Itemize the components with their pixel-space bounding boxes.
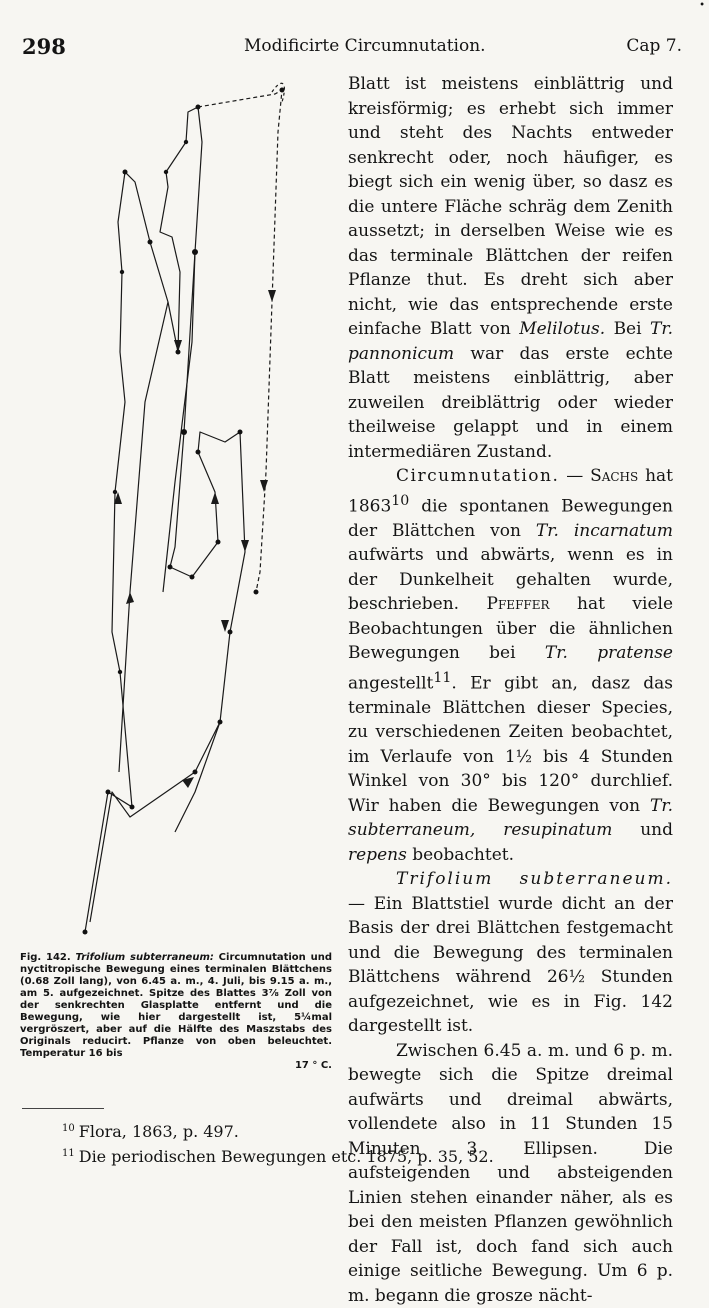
tracing-path (85, 107, 245, 932)
paragraph-1: Blatt ist meistens einblättrig und kreisförmig; es erhebt sich immer und steht des Nachts entweder senkrecht oder, noch häufiger, es biegt sich ein wenig über, so dasz es die untere Fläche schräg dem Zenith aussetzt; in derselben Weise wie es das terminale Blättchen der reifen Pflanze thut. Es dreht sich aber nicht, wie das entsprechende erste einfache Blatt von Melilotus. Bei Tr. pannonicum war das erste echte Blatt meistens einblättrig, aber zuweilen dreiblättrig oder wieder theilweise gelappt und in einem intermediären Zustand. (348, 74, 673, 462)
footnote-divider (22, 1108, 104, 1109)
running-title: Modificirte Circumnutation. (244, 36, 486, 56)
figure-142-tracing (20, 72, 340, 952)
page-number: 298 (22, 34, 66, 59)
paragraph-2: Circumnutation. — Sachs hat 1863$^{10}$ die spontanen Bewegungen der Blättchen von Tr. incarnatum aufwärts und abwärts, wenn es in der Dunkelheit gehalten wurde, beschrieben. Pfeffer hat viele Beobachtungen über die ähnlichen Bewegungen bei Tr. pratense angestellt$^{11}$. Er gibt an, dasz das terminale Blättchen dieser Species, zu verschiedenen Zeiten beobachtet, im Verlaufe von 1½ bis 4 Stunden Winkel von 30° bis 120° durchlief. Wir haben die Bewegungen von Tr. subterraneum, resupinatum und repens beobachtet. (348, 466, 674, 865)
figure-caption (20, 952, 332, 1072)
figure-caption-body: Circumnutation und nyctitropische Bewegung eines terminalen Blättchens (0.68 Zoll lang), von 6.45 a. m., 4. Juli, bis 9.15 a. m., am 5. aufgezeichnet. Spitze des Blattes 3⅞ Zoll von der senkrechten Glasplatte entfernt und die Bewegung, wie hier dargestellt ist, 5¼mal vergröszert, aber auf die Hälfte des Maszstabs des Originals reducirt. Pflanze von oben beleuchtet. Temperatur 16 bis (20, 952, 333, 1059)
footnote-ref-11[interactable]: 11 (433, 669, 452, 686)
circumnutation-diagram (20, 72, 340, 952)
paragraph-3: Trifolium subterraneum. — Ein Blattstiel wurde dicht an der Basis der drei Blättchen festgemacht und die Bewegung des terminalen Blättchens während 26½ Stunden aufgezeichnet, wie es in Fig. 142 dargestellt ist. (348, 869, 673, 1037)
footnote-ref-10[interactable]: 10 (391, 492, 410, 509)
footnote-10: $^{10}$ Flora, 1863, p. 497. (62, 1122, 239, 1141)
footnote-11: $^{11}$ Die periodischen Bewegungen etc. 1875, p. 35, 52. (62, 1147, 494, 1166)
figure-species: Trifolium subterraneum: (75, 952, 214, 963)
page-header (22, 34, 682, 58)
night-dashed-path (198, 90, 282, 592)
figure-label: Fig. 142. (20, 952, 71, 963)
footnotes (62, 1118, 682, 1168)
corner-mark: • (699, 0, 705, 11)
chapter-label: Cap 7. (626, 36, 682, 56)
paragraph-4: Zwischen 6.45 a. m. und 6 p. m. bewegte sich die Spitze dreimal aufwärts und dreimal abwärts, vollendete also in 11 Stunden 15 Minuten 3 Ellipsen. Die aufsteigenden und absteigenden Linien stehen einander näher, als es bei den meisten Pflanzen gewöhnlich der Fall ist, doch fand sich auch einige seitliche Bewegung. Um 6 p. m. begann die grosze nächt- (348, 1040, 673, 1306)
figure-caption-end: 17 ° C. (294, 1060, 332, 1071)
